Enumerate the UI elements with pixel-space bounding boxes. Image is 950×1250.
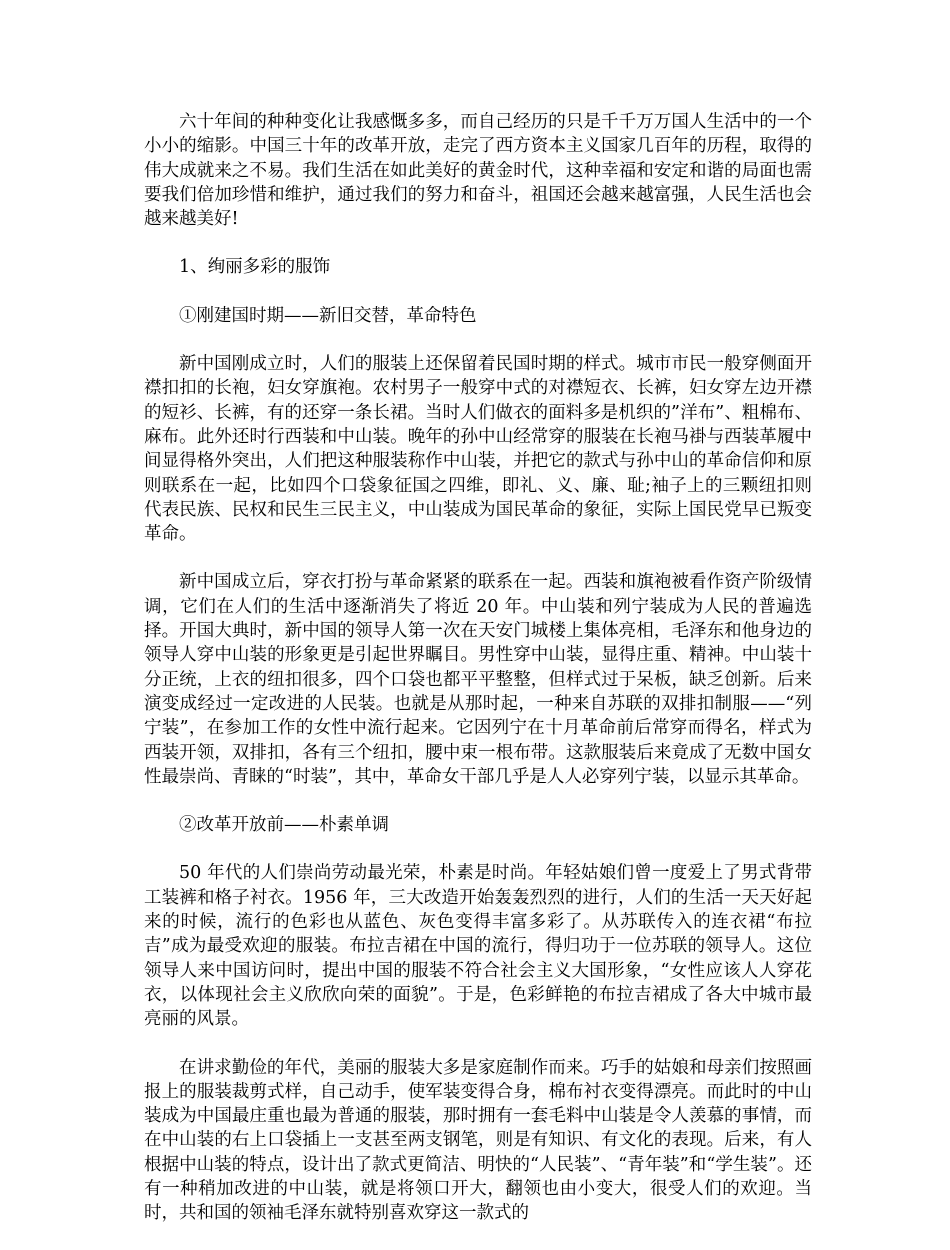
document-page xyxy=(144,110,812,1250)
paragraph-revolution-clothing: 新中国成立后，穿衣打扮与革命紧紧的联系在一起。西装和旗袍被看作资产阶级情调，它们在人们的生活中逐渐消失了将近 20 年。中山装和列宁装成为人民的普遍选择。开国大典时，新中国的领导人第一次在天安门城楼上集体亮相，毛泽东和他身边的领导人穿中山装的形象更是引起世界瞩目。男性穿中山装，显得庄重、精神。中山装十分正统，上衣的纽扣很多，四个口袋也都平平整整，但样式过于呆板，缺乏创新。后来演变成经过一定改进的人民装。也就是从那时起，一种来自苏联的双排扣制服——“列宁装”，在参加工作的女性中流行起来。它因列宁在十月革命前后常穿而得名，样式为西装开领，双排扣，各有三个纽扣，腰中束一根布带。这款服装后来竟成了无数中国女性最崇尚、青睐的“时装”，其中，革命女干部几乎是人人必穿列宁装，以显示其革命。 xyxy=(144,572,812,787)
paragraph-fifties: 50 年代的人们崇尚劳动最光荣，朴素是时尚。年轻姑娘们曾一度爱上了男式背带工装裤和格子衬衣。1956 年，三大改造开始轰轰烈烈的进行，人们的生活一天天好起来的时候，流行的色彩也从蓝色、灰色变得丰富多彩了。从苏联传入的连衣裙“布拉吉”成为最受欢迎的服装。布拉吉裙在中国的流行，得归功于一位苏联的领导人。这位领导人来中国访问时，提出中国的服装不符合社会主义大国形象，“女性应该人人穿花衣，以体现社会主义欣欣向荣的面貌”。于是，色彩鲜艳的布拉吉裙成了各大中城市最亮丽的风景。 xyxy=(144,863,812,1030)
paragraph-frugal-era: 在讲求勤俭的年代，美丽的服装大多是家庭制作而来。巧手的姑娘和母亲们按照画报上的服装裁剪式样，自己动手，使军装变得合身，棉布衬衣变得漂亮。而此时的中山装成为中国最庄重也最为普通的服装，那时拥有一套毛料中山装是令人羡慕的事情，而在中山装的右上口袋插上一支甚至两支钢笔，则是有知识、有文化的表现。后来，有人根据中山装的特点，设计出了款式更简洁、明快的“人民装”、“青年装”和“学生装”。还有一种稍加改进的中山装，就是将领口开大，翻领也由小变大，很受人们的欢迎。当时，共和国的领袖毛泽东就特别喜欢穿这一款式的 xyxy=(144,1057,812,1224)
section-heading-clothing: 1、绚丽多彩的服饰 xyxy=(179,257,331,278)
subsection-heading-pre-reform: ②改革开放前——朴素单调 xyxy=(179,815,389,836)
paragraph-early-clothing: 新中国刚成立时，人们的服装上还保留着民国时期的样式。城市市民一般穿侧面开襟扣扣的长袍，妇女穿旗袍。农村男子一般穿中式的对襟短衣、长裤，妇女穿左边开襟的短衫、长裤，有的还穿一条长裙。当时人们做衣的面料多是机织的”洋布”、粗棉布、麻布。此外还时行西装和中山装。晚年的孙中山经常穿的服装在长袍马褂与西装革履中间显得格外突出，人们把这种服装称作中山装，并把它的款式与孙中山的革命信仰和原则联系在一起，比如四个口袋象征国之四维，即礼、义、廉、耻;袖子上的三颗纽扣则代表民族、民权和民生三民主义，中山装成为国民革命的象征，实际上国民党早已叛变革命。 xyxy=(144,354,812,545)
intro-paragraph: 六十年间的种种变化让我感慨多多，而自己经历的只是千千万万国人生活中的一个小小的缩影。中国三十年的改革开放，走完了西方资本主义国家几百年的历程，取得的伟大成就来之不易。我们生活在如此美好的黄金时代，这种幸福和安定和谐的局面也需要我们倍加珍惜和维护，通过我们的努力和奋斗，祖国还会越来越富强，人民生活也会越来越美好! xyxy=(144,112,812,230)
subsection-heading-founding-period: ①刚建国时期——新旧交替，革命特色 xyxy=(179,305,477,326)
